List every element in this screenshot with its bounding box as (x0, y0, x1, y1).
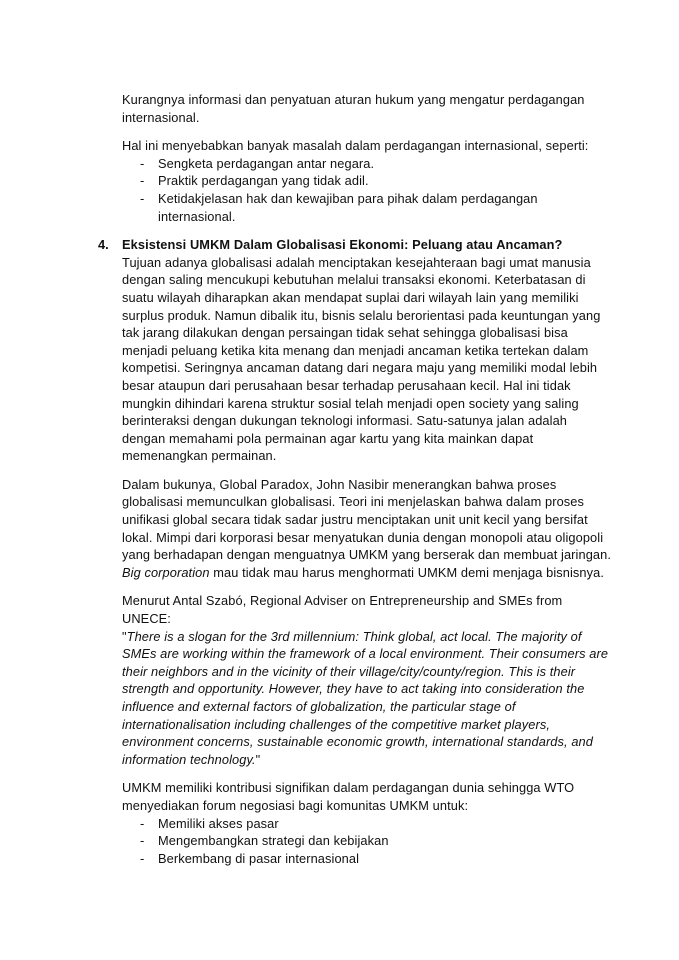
text-run: " (255, 751, 261, 767)
text-line: dengan saling mencukupi kebutuhan melalui transaksi ekonomi. Keterbatasan di (122, 272, 586, 288)
document-content (0, 91, 679, 867)
paragraph (0, 254, 679, 465)
text-line: suatu wilayah diharapkan akan mendapat suplai dari wilayah lain yang memiliki (122, 289, 579, 305)
text-line: lokal. Mimpi dari korporasi besar menyatukan dunia dengan monopoli atau oligopoli (122, 529, 604, 545)
text-line: Sengketa perdagangan antar negara. (158, 155, 375, 171)
list-marker: - (140, 815, 145, 831)
text-line: unifikasi global secara tidak sadar justru menciptakan unit unit kecil yang bersifat (122, 512, 588, 528)
list-marker: - (140, 850, 145, 866)
text-line: dengan memahami pola permainan agar kartu yang kita mainkan dapat (122, 430, 534, 446)
list-marker: - (140, 155, 145, 171)
text-line (122, 628, 679, 646)
text-run: information technology. (122, 751, 256, 767)
paragraph (0, 137, 679, 155)
paragraph (0, 628, 679, 769)
text-line: Tujuan adanya globalisasi adalah menciptakan kesejahteraan bagi umat manusia (122, 254, 591, 270)
text-line: Menurut Antal Szabó, Regional Adviser on Entrepreneurship and SMEs from (122, 593, 563, 609)
list-marker: - (140, 833, 145, 849)
text-line: besar ataupun dari perusahaan besar terhadap perusahaan kecil. Hal ini tidak (122, 377, 571, 393)
text-line: Berkembang di pasar internasional (158, 850, 360, 866)
text-line: internationalisation including challenges of the competitive market players, (122, 716, 550, 732)
text-line: their neighbors and in the vicinity of their village/city/county/region. This is their (122, 663, 576, 679)
text-run: " (122, 628, 127, 644)
text-line: surplus produk. Namun dibalik itu, bisnis selalu berorientasi pada keuntungan yang (122, 307, 601, 323)
list-marker: 4. (98, 237, 109, 253)
text-line: internasional. (158, 208, 236, 224)
text-line: UNECE: (122, 611, 171, 627)
text-line: Ketidakjelasan hak dan kewajiban para pihak dalam perdagangan (158, 190, 538, 206)
paragraph (0, 476, 679, 582)
paragraph (0, 592, 679, 627)
text-line: internasional. (122, 109, 200, 125)
list-item (0, 172, 679, 190)
text-line (122, 564, 679, 582)
text-line: Hal ini menyebabkan banyak masalah dalam perdagangan internasional, seperti: (122, 138, 589, 154)
text-line: Mengembangkan strategi dan kebijakan (158, 833, 389, 849)
text-line: kompetisi. Seringnya ancaman datang dari negara maju yang memiliki modal lebih (122, 360, 598, 376)
text-line: Praktik perdagangan yang tidak adil. (158, 173, 369, 189)
text-line: menyediakan forum negosiasi bagi komunitas UMKM untuk: (122, 797, 469, 813)
list-item (0, 190, 679, 225)
text-line: Memiliki akses pasar (158, 815, 279, 831)
list-item (0, 832, 679, 850)
text-line: memenangkan permainan. (122, 448, 277, 464)
text-line: mungkin dihindari karena struktur sosial telah menjadi open society yang saling (122, 395, 579, 411)
paragraph (0, 91, 679, 126)
text-line: environment concerns, sustainable economic growth, international standards, and (122, 734, 593, 750)
list-marker: - (140, 190, 145, 206)
text-line (122, 751, 679, 769)
text-line: Eksistensi UMKM Dalam Globalisasi Ekonomi: Peluang atau Ancaman? (122, 237, 563, 253)
text-line: SMEs are working within the framework of a local environment. Their consumers are (122, 646, 609, 662)
text-line: influence and external factors of globalization, the particular stage of (122, 699, 516, 714)
list-item (0, 155, 679, 173)
text-line: Dalam bukunya, Global Paradox, John Nasibir menerangkan bahwa proses (122, 476, 557, 492)
text-run: There is a slogan for the 3rd millennium: Think global, act local. The majority of (126, 628, 582, 644)
paragraph (0, 779, 679, 814)
list-item (0, 236, 679, 254)
text-line: strength and opportunity. However, they have to act taking into consideration the (122, 681, 585, 697)
text-line: menjadi peluang ketika kita menang dan menjadi ancaman ketika tertekan dalam (122, 342, 589, 358)
list-item (0, 850, 679, 868)
text-run: Big corporation (122, 564, 210, 580)
text-run: mau tidak mau harus menghormati UMKM demi menjaga bisnisnya. (209, 564, 605, 580)
list-marker: - (140, 173, 145, 189)
text-line: tak jarang dilakukan dengan persaingan tidak sehat sehingga globalisasi bisa (122, 325, 568, 341)
text-line: UMKM memiliki kontribusi signifikan dalam perdagangan dunia sehingga WTO (122, 780, 575, 796)
text-line: berinteraksi dengan dukungan teknologi informasi. Satu-satunya jalan adalah (122, 413, 568, 429)
list-item (0, 815, 679, 833)
text-line: yang berhadapan dengan menguatnya UMKM yang berserak dan membuat jaringan. (122, 547, 612, 563)
text-line: globalisasi memunculkan globalisasi. Teori ini menjelaskan bahwa dalam proses (122, 494, 584, 510)
text-line: Kurangnya informasi dan penyatuan aturan hukum yang mengatur perdagangan (122, 92, 585, 107)
